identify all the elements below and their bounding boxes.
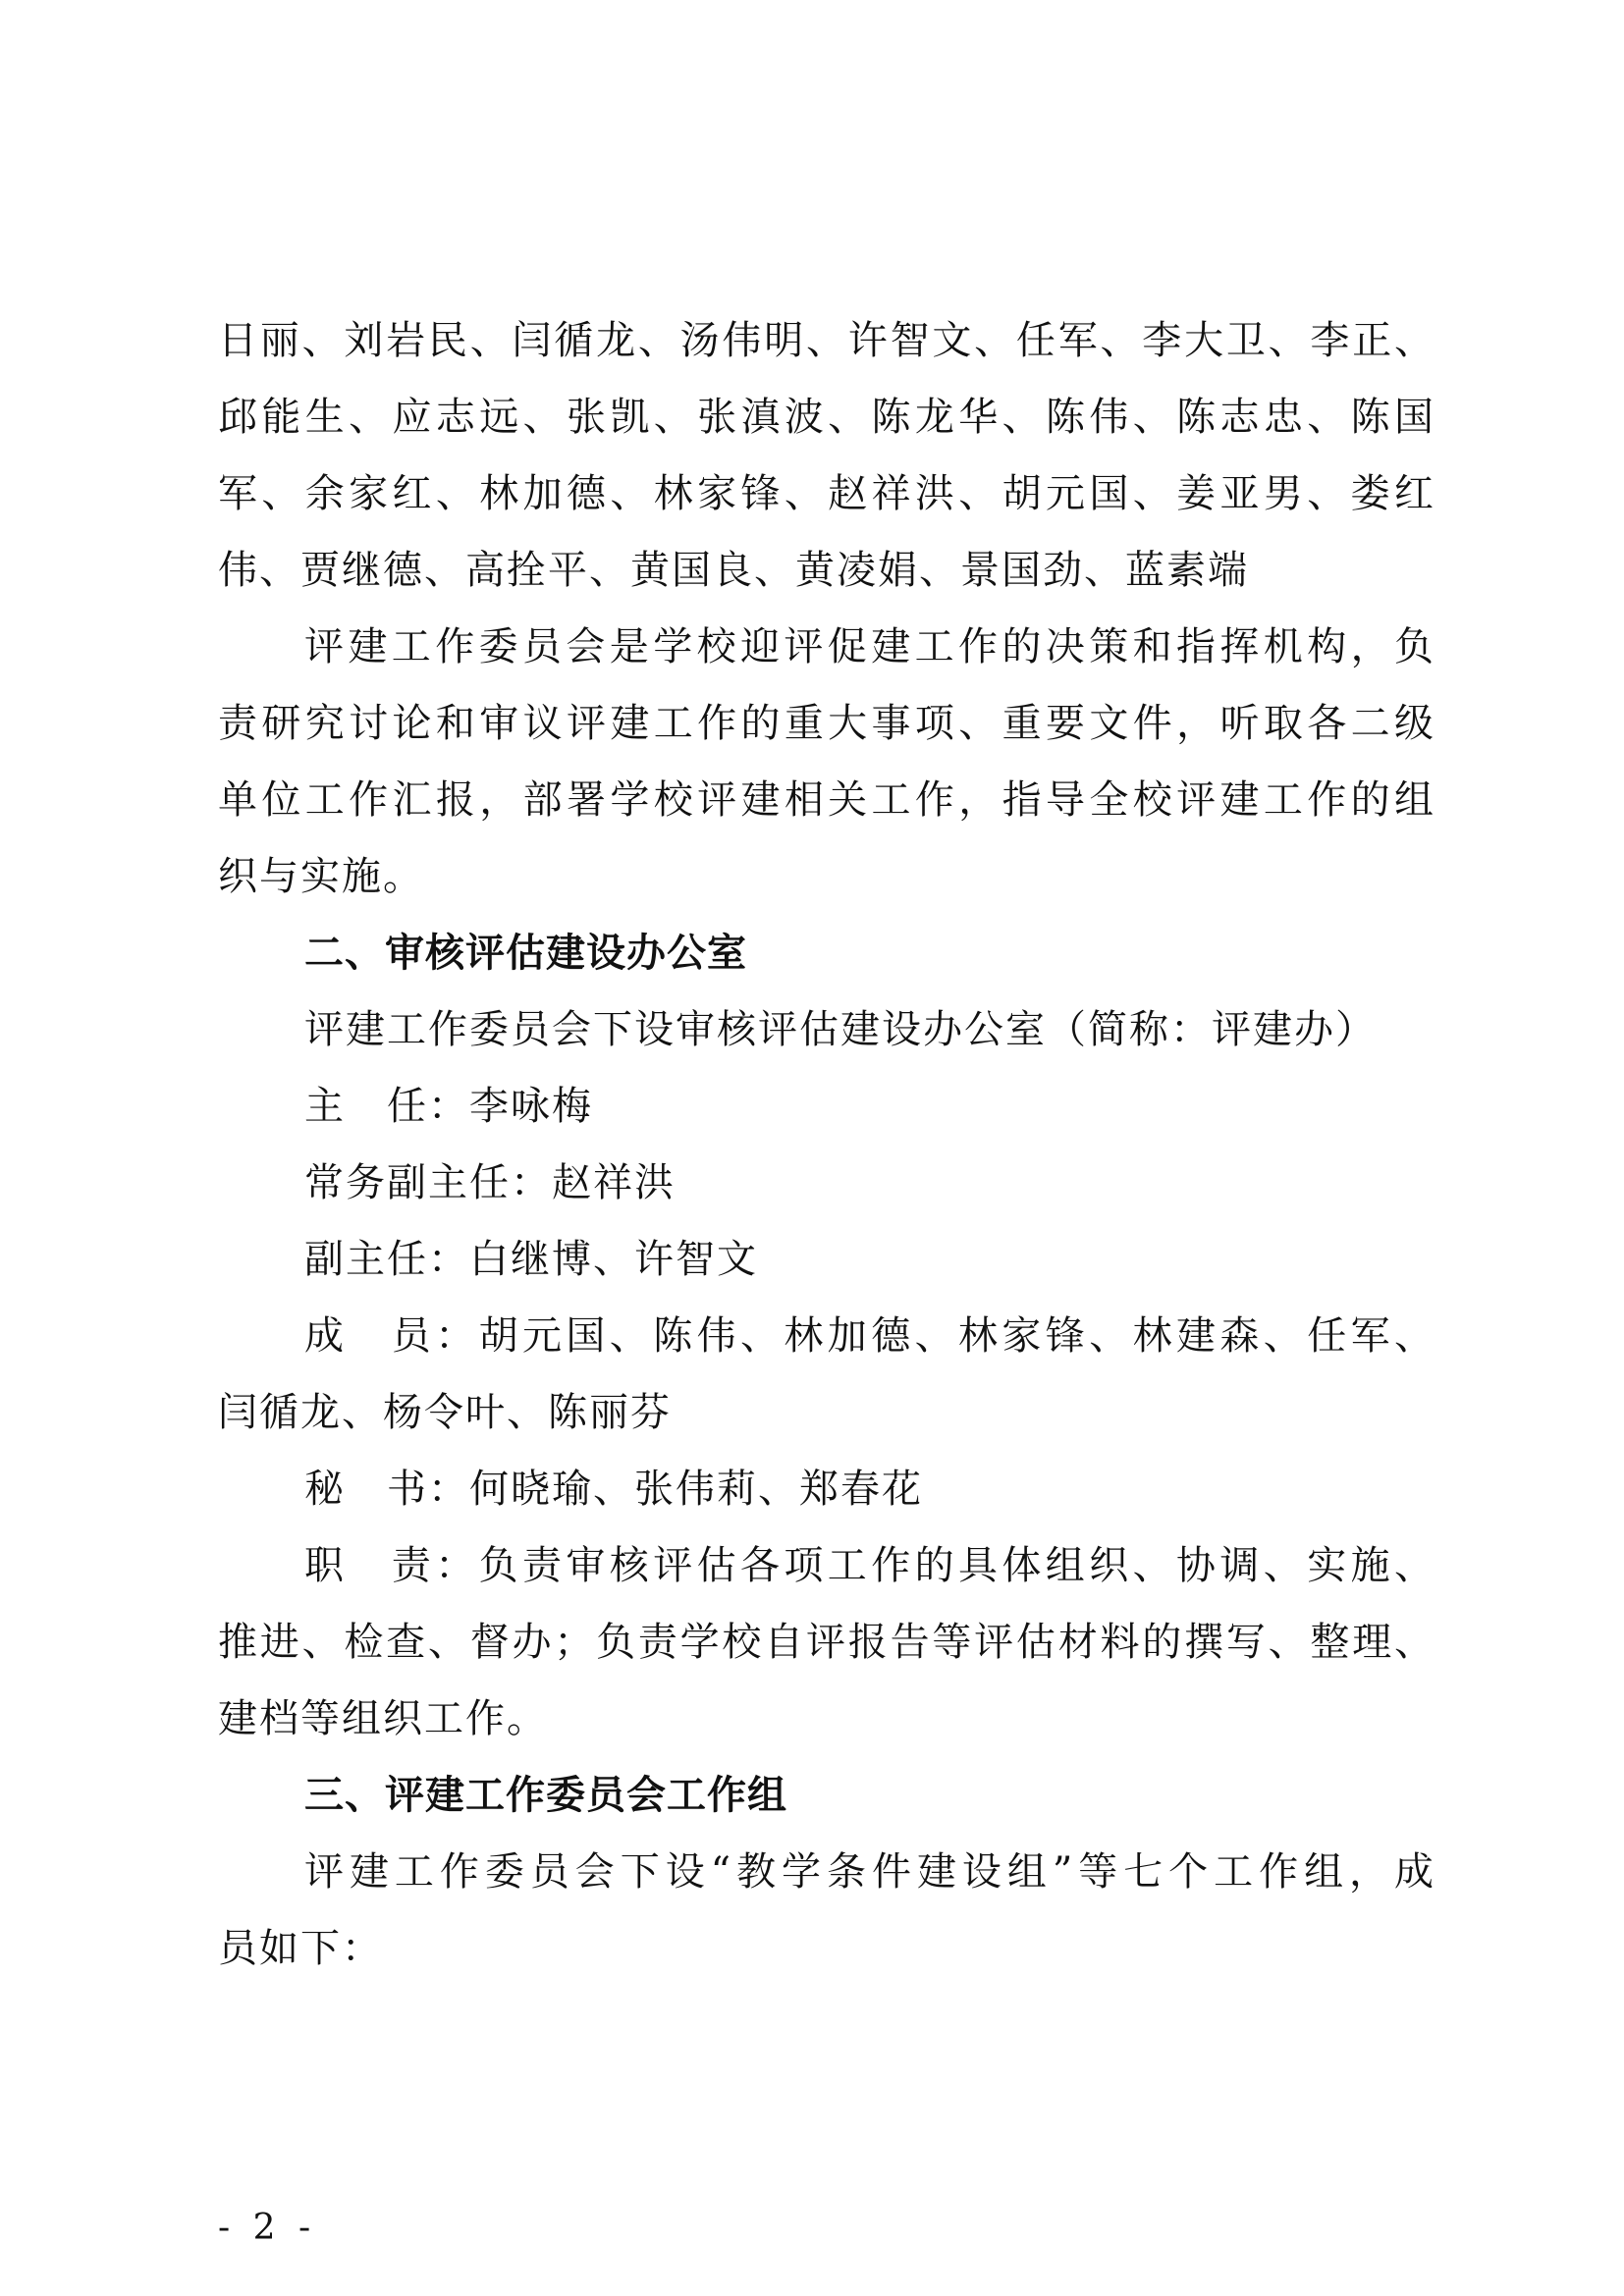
duties-line-3: 建档等组织工作。 <box>218 1696 548 1741</box>
duties-line-1: 职 责：负责审核评估各项工作的具体组织、协调、实施、 <box>304 1543 1435 1588</box>
workgroup-intro-line-2: 员如下： <box>218 1926 383 1971</box>
section-heading-3: 三、评建工作委员会工作组 <box>304 1773 787 1818</box>
body-line-7: 单位工作汇报，部署学校评建相关工作，指导全校评建工作的组 <box>218 777 1435 823</box>
executive-deputy-line: 常务副主任：赵祥洪 <box>304 1160 676 1205</box>
director-line: 主 任：李咏梅 <box>304 1084 593 1129</box>
body-line-1: 日丽、刘岩民、闫循龙、汤伟明、许智文、任军、李大卫、李正、 <box>218 318 1435 363</box>
workgroup-intro-line-1: 评建工作委员会下设“教学条件建设组”等七个工作组，成 <box>304 1849 1435 1895</box>
body-line-3: 军、余家红、林加德、林家锋、赵祥洪、胡元国、姜亚男、娄红 <box>218 471 1435 516</box>
members-line-1: 成 员：胡元国、陈伟、林加德、林家锋、林建森、任军、 <box>304 1313 1435 1359</box>
page-number: - 2 - <box>218 2208 317 2248</box>
document-body <box>218 302 1435 1987</box>
section-heading-2: 二、审核评估建设办公室 <box>304 931 747 976</box>
secretary-line: 秘 书：何晓瑜、张伟莉、郑春花 <box>304 1467 923 1512</box>
deputy-director-line: 副主任：白继博、许智文 <box>304 1237 758 1282</box>
body-line-8: 织与实施。 <box>218 854 424 899</box>
paragraph-committee-duties-start: 评建工作委员会是学校迎评促建工作的决策和指挥机构，负 <box>304 624 1435 669</box>
body-line-2: 邱能生、应志远、张凯、张滇波、陈龙华、陈伟、陈志忠、陈国 <box>218 395 1435 440</box>
body-line-6: 责研究讨论和审议评建工作的重大事项、重要文件，听取各二级 <box>218 701 1435 746</box>
members-line-2: 闫循龙、杨令叶、陈丽芬 <box>218 1390 672 1435</box>
duties-line-2: 推进、检查、督办；负责学校自评报告等评估材料的撰写、整理、 <box>218 1620 1435 1665</box>
body-line-4: 伟、贾继德、高拴平、黄国良、黄凌娟、景国劲、蓝素端 <box>218 548 1249 593</box>
office-intro-line: 评建工作委员会下设审核评估建设办公室（简称：评建办） <box>304 1007 1377 1052</box>
